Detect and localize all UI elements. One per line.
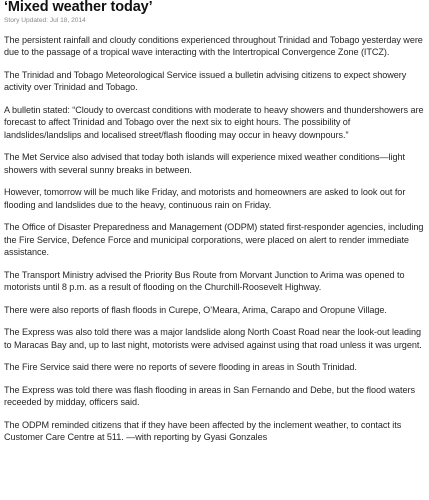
article-paragraph: A bulletin stated: “Cloudy to overcast conditions with moderate to heavy showers and thundershowers are forecast to affect Trinidad and Tobago over the next six to eight hours. The possibility of landslides/landslips and localised street/flash flooding may occur in heavy downpours.” bbox=[4, 105, 424, 140]
story-updated-dateline: Story Updated: Jul 18, 2014 bbox=[4, 17, 86, 24]
article-paragraph: The Office of Disaster Preparedness and Management (ODPM) stated first-responder agencies, including the Fire Service, Defence Force and municipal corporations, were placed on alert to render immediate assistance. bbox=[4, 222, 424, 258]
article-paragraph: The Trinidad and Tobago Meteorological Service issued a bulletin advising citizens to expect showery activity over Trinidad and Tobago. bbox=[4, 70, 407, 93]
article-body bbox=[4, 34, 425, 444]
article-paragraph: The Express was also told there was a major landslide along North Coast Road near the look-out leading to Maracas Bay and, up to last night, motorists were advised against using that road unless it was urgent. bbox=[4, 327, 422, 350]
article-paragraph: The Express was told there was flash flooding in areas in San Fernando and Debe, but the flood waters receeded by midday, officers said. bbox=[4, 385, 415, 408]
article-paragraph: There were also reports of flash floods in Curepe, O’Meara, Arima, Carapo and Oropune Village. bbox=[4, 304, 387, 315]
article-paragraph: The ODPM reminded citizens that if they have been affected by the inclement weather, to contact its Customer Care Centre at 511. —with reporting by Gyasi Gonzales bbox=[4, 420, 402, 443]
article-paragraph: The Transport Ministry advised the Priority Bus Route from Morvant Junction to Arima was opened to motorists until 8 p.m. as a result of flooding on the Churchill-Roosevelt Highway. bbox=[4, 269, 405, 293]
article-paragraph: The Fire Service said there were no reports of severe flooding in areas in South Trinidad. bbox=[4, 362, 357, 373]
article-headline: ‘Mixed weather today’ bbox=[4, 0, 153, 15]
article-paragraph: The persistent rainfall and cloudy conditions experienced throughout Trinidad and Tobago yesterday were due to the passage of a tropical wave interacting with the Intertropical Convergence Zone (ITCZ). bbox=[4, 35, 423, 58]
article-paragraph: The Met Service also advised that today both islands will experience mixed weather conditions—light showers with several sunny breaks in between. bbox=[4, 152, 405, 175]
article-paragraph: However, tomorrow will be much like Friday, and motorists and homeowners are asked to look out for flooding and landslides due to the heavy, continuous rain on Friday. bbox=[4, 187, 406, 210]
